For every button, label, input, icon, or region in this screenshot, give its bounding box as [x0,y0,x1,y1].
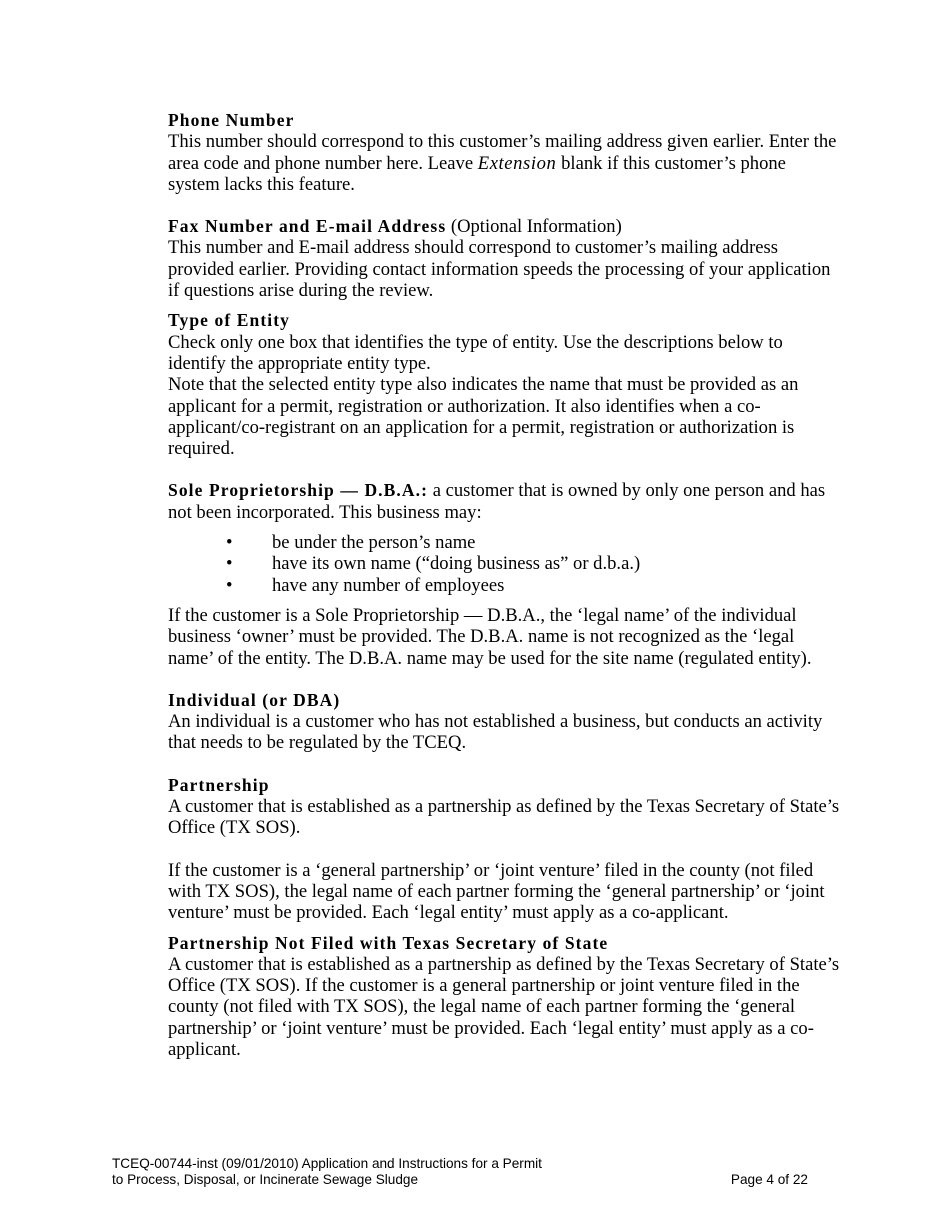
entity-paragraph-1: Check only one box that identifies the type of entity. Use the descriptions below to identify the appropriate entity type. [168,331,783,374]
entity-heading: Type of Entity [168,310,291,331]
sole-proprietorship-text: a customer that is owned by only one person and has not been incorporated. This business may: [168,480,826,523]
individual-heading: Individual (or DBA) [168,689,341,710]
sole-proprietorship-list [168,532,840,596]
document-body [168,110,840,1060]
sole-proprietorship-term: Sole Proprietorship — D.B.A.: [168,480,429,501]
list-item [168,575,840,596]
list-item [168,553,840,574]
sole-proprietorship-legal-name-paragraph: If the customer is a Sole Proprietorship — D.B.A., the ‘legal name’ of the individual business ‘owner’ must be provided. The D.B.A. name is not recognized as the ‘legal name’ of the entity. The D.B.A. name may be used for the site name (regulated entity). [168,604,812,669]
phone-heading: Phone Number [168,110,295,130]
fax-paragraph: This number and E-mail address should correspond to customer’s mailing address provided earlier. Providing contact information speeds the processing of your application if questions arise during the review. [168,237,831,302]
footer-form-line-2: to Process, Disposal, or Incinerate Sewage Sludge [112,1172,419,1187]
page-footer [112,1156,812,1188]
phone-text-1: This number should correspond to this customer’s mailing address given earlier. Enter the area code and phone number here. Leave [168,131,837,174]
footer-form-line-1: TCEQ-00744-inst (09/01/2010) Application and Instructions for a Permit [112,1156,542,1171]
entity-paragraph-2: Note that the selected entity type also indicates the name that must be provided as an applicant for a permit, registration or authorization. It also identifies when a co-applicant/co-registrant on an application for a permit, registration or authorization is required. [168,374,799,460]
partnership-paragraph-1: A customer that is established as a partnership as defined by the Texas Secretary of State’s Office (TX SOS). [168,796,840,839]
list-item-text: be under the person’s name [272,532,476,554]
bullet-icon: • [226,532,233,554]
partnership-not-filed-heading: Partnership Not Filed with Texas Secretary of State [168,932,609,953]
partnership-heading: Partnership [168,774,270,795]
phone-text-2: blank if this customer’s phone system lacks this feature. [168,152,786,195]
list-item [168,532,840,553]
bullet-icon: • [226,553,233,575]
bullet-icon: • [226,574,233,596]
partnership-not-filed-paragraph: A customer that is established as a partnership as defined by the Texas Secretary of State’s Office (TX SOS). If the customer is a general partnership or joint venture filed in the county (not filed with TX SOS), the legal name of each partner forming the ‘general partnership’ or ‘joint venture’ must be provided. Each ‘legal entity’ must apply as a co-applicant. [168,953,840,1060]
list-item-text: have its own name (“doing business as” or d.b.a.) [272,553,641,575]
extension-term: Extension [477,152,557,174]
list-item-text: have any number of employees [272,574,505,596]
fax-heading-title: Fax Number and E-mail Address [168,216,447,237]
phone-paragraph [168,131,840,195]
individual-paragraph: An individual is a customer who has not established a business, but conducts an activity that needs to be regulated by the TCEQ. [168,711,823,754]
page-number: Page 4 of 22 [730,1172,808,1187]
fax-heading [168,216,840,237]
sole-proprietorship-paragraph [168,480,840,523]
fax-heading-note: (Optional Information) [446,216,622,238]
partnership-paragraph-2: If the customer is a ‘general partnership’ or ‘joint venture’ filed in the county (not filed with TX SOS), the legal name of each partner forming the ‘general partnership’ or ‘joint venture’ must be provided. Each ‘legal entity’ must apply as a co-applicant. [168,859,825,924]
